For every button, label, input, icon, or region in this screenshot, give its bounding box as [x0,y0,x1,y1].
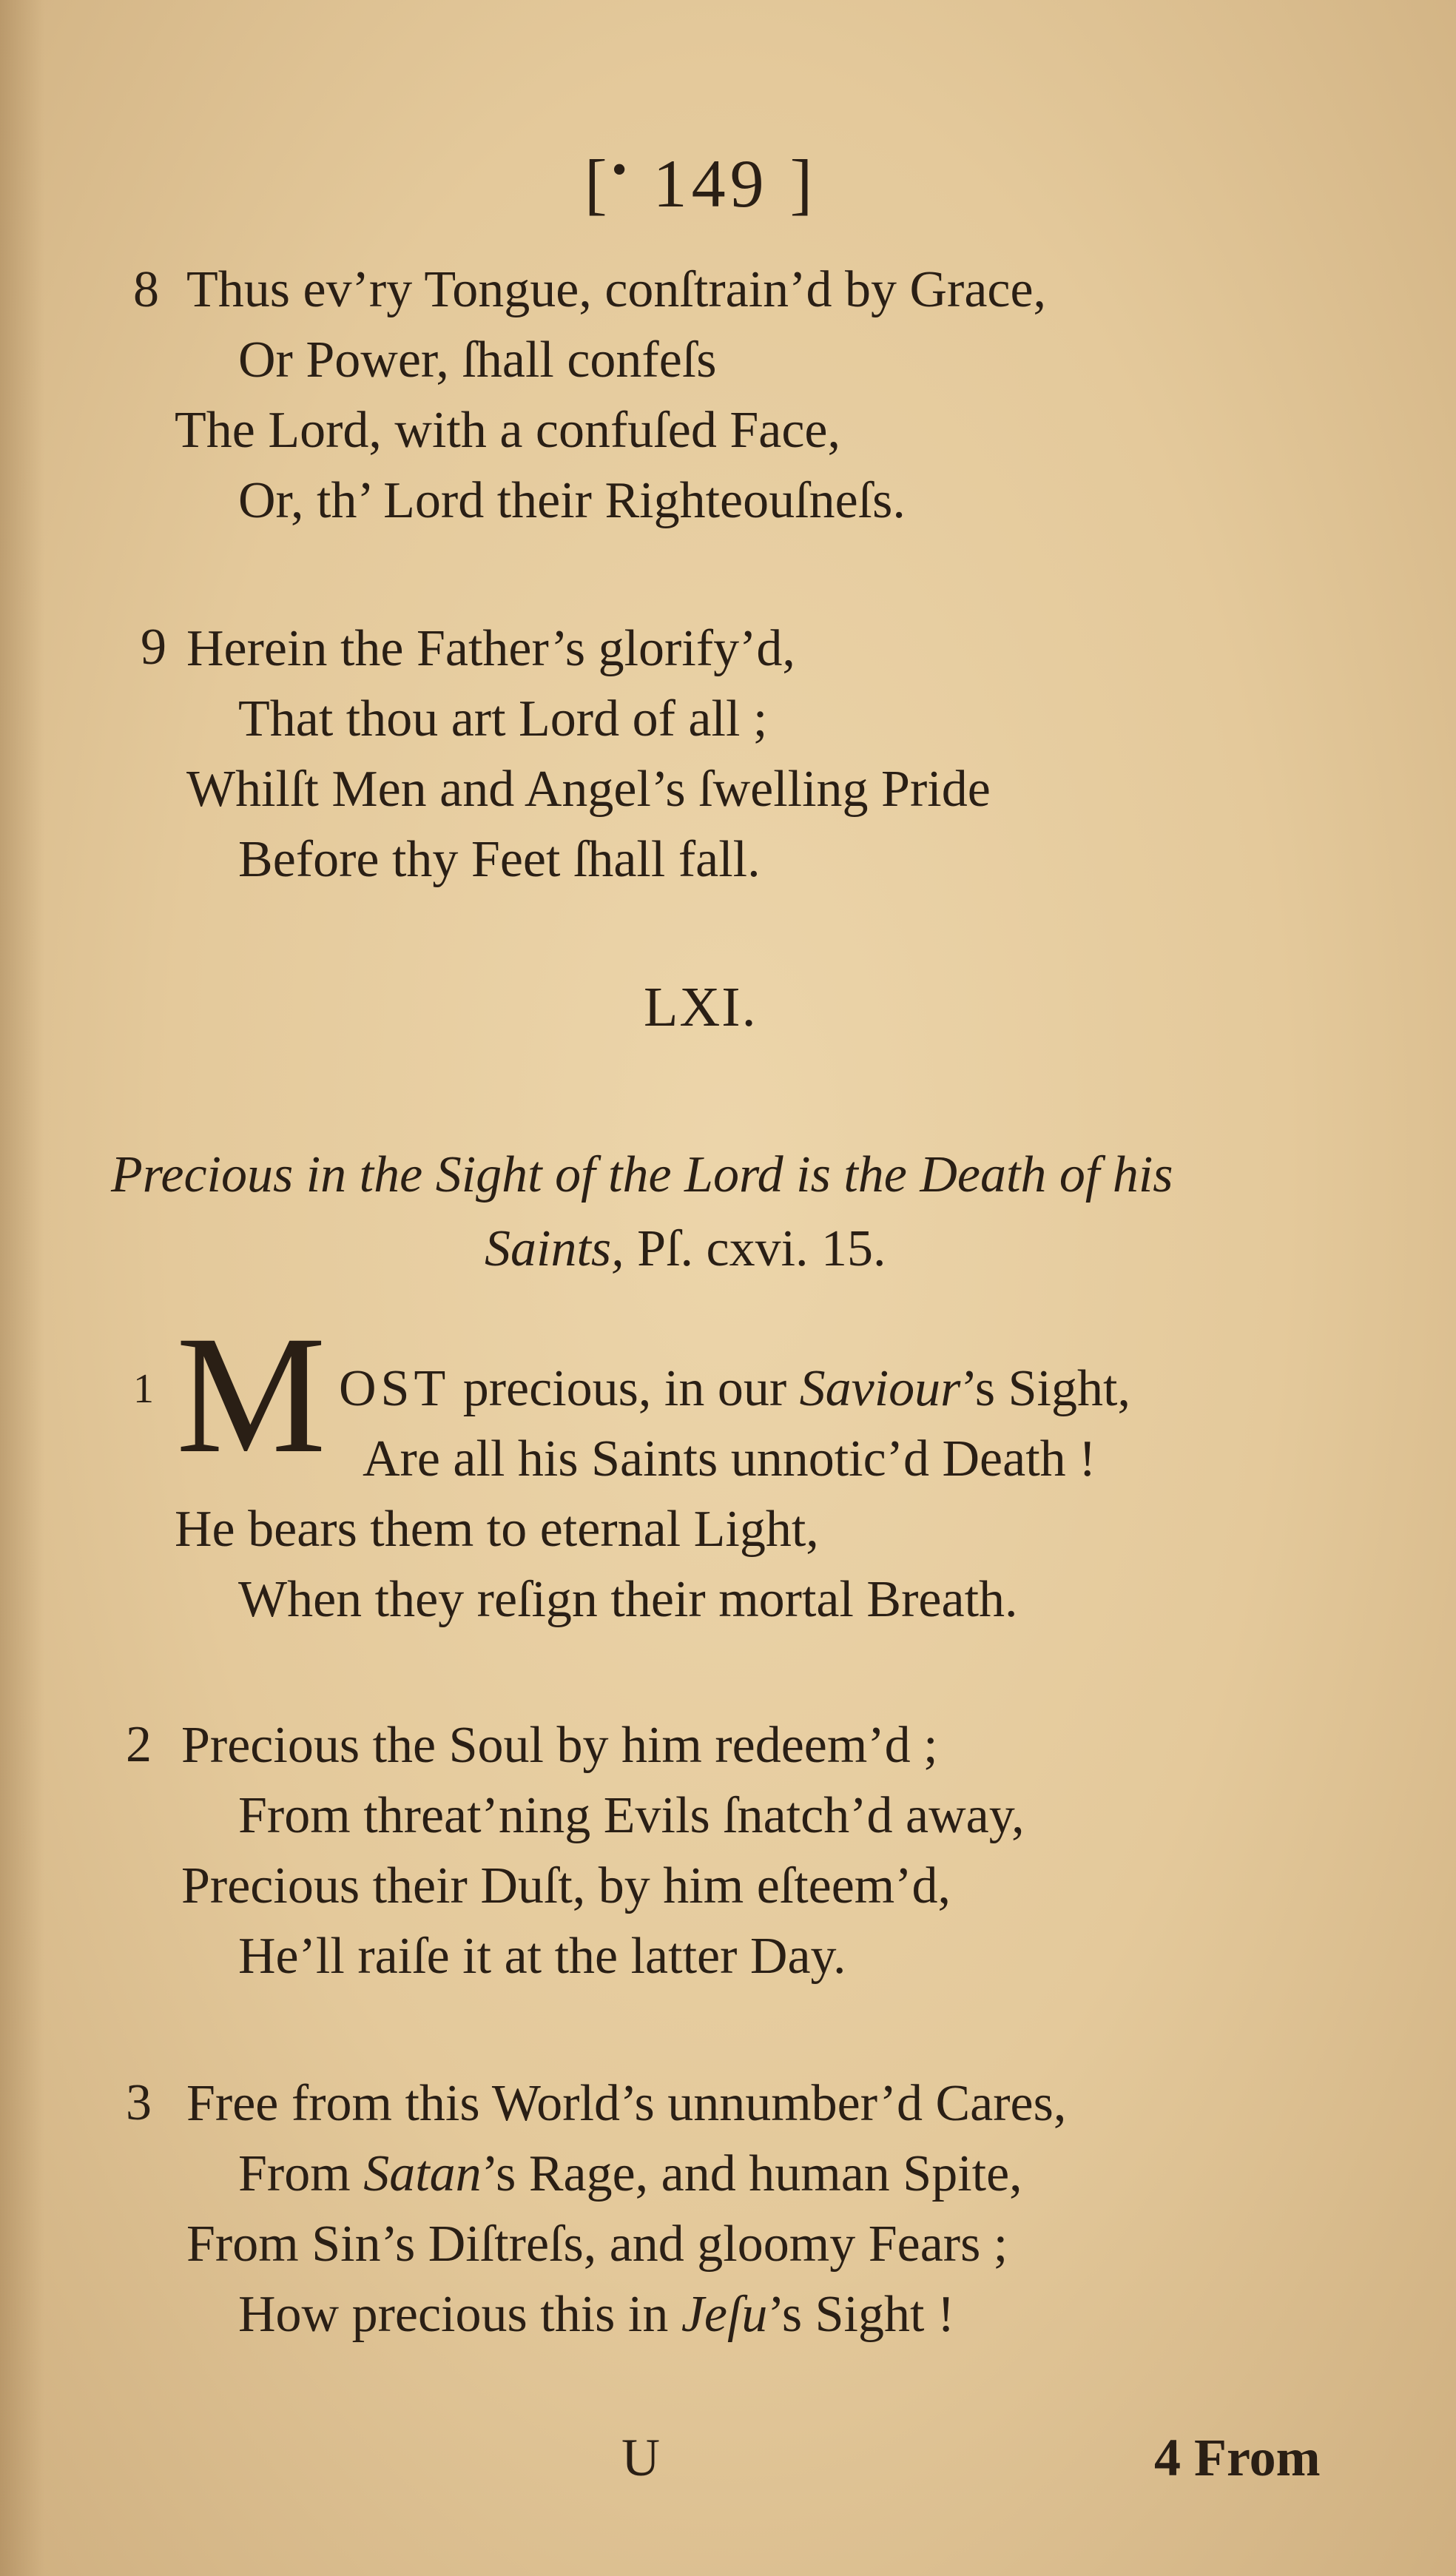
hymn-title-saints: Saints, [485,1220,624,1277]
verse-3-line-2-text-b: ’s Rage, and human Spite, [481,2145,1022,2202]
verse-1-line-1-text-b: ’s Sight, [960,1360,1130,1417]
verse-2-line-2: From threat’ning Evils ſnatch’d away, [238,1787,1025,1844]
verse-8-line-1: Thus ev’ry Tongue, conſtrain’d by Grace, [186,261,1047,318]
hymn-number: LXI. [644,976,758,1038]
verse-1-number: 1 [133,1366,154,1412]
header-close-bracket: ] [789,146,818,221]
verse-2-line-3: Precious their Duſt, by him eſteem’d, [181,1857,951,1914]
page-number: 149 [653,146,769,221]
verse-1-line-3: He bears them to eternal Light, [175,1501,819,1558]
verse-3-line-2 [238,2139,1022,2209]
verse-2-number: 2 [126,1716,152,1773]
verse-1-line-1-text-a: precious, in our [450,1360,800,1417]
verse-3-line-3: From Sin’s Diſtreſs, and gloomy Fears ; [186,2216,1008,2273]
verse-8-line-3: The Lord, with a confuſed Face, [175,402,840,459]
verse-3-line-4-text-a: How precious this in [238,2286,681,2343]
verse-8-number: 8 [133,261,159,318]
verse-8-line-4: Or, th’ Lord their Righteouſneſs. [238,472,906,529]
verse-1-line-4: When they reſign their mortal Breath. [238,1571,1018,1628]
header-open-bracket: [ [584,146,612,221]
verse-9-line-2: That thou art Lord of all ; [238,690,768,747]
hymn-title-line-1: Precious in the Sight of the Lord is the Death of his [111,1146,1173,1203]
verse-3-line-2-text-a: From [238,2145,364,2202]
verse-1-line-2: Are all his Saints unnotic’d Death ! [363,1430,1096,1487]
verse-2-line-4: He’ll raiſe it at the latter Day. [238,1928,846,1985]
header-dot: • [611,145,632,194]
verse-1-dropcap: M [176,1302,326,1488]
verse-9-line-3: Whilſt Men and Angel’s ſwelling Pride [186,761,991,818]
page-header [584,144,817,223]
hymn-title-line-2 [485,1220,886,1279]
verse-1-line-1 [339,1354,1130,1424]
hymn-title-reference: Pſ. cxvi. 15. [637,1220,886,1277]
catchword: 4 From [1154,2428,1321,2487]
verse-9-line-4: Before thy Feet ſhall fall. [238,831,761,888]
verse-9-number: 9 [141,619,166,676]
verse-3-line-1: Free from this World’s unnumber’d Cares, [186,2075,1067,2132]
verse-3-line-4-text-b: ’s Sight ! [767,2286,955,2343]
verse-3-number: 3 [126,2074,152,2131]
verse-3-jesu: Jeſu [681,2286,768,2343]
verse-2-line-1: Precious the Soul by him redeem’d ; [181,1717,938,1774]
verse-9-line-1: Herein the Father’s glorify’d, [186,620,795,677]
signature-mark: U [621,2428,660,2487]
verse-3-line-4 [238,2280,954,2350]
verse-1-first-word-caps: OST [339,1360,451,1417]
verse-1-saviour: Saviour [799,1360,961,1417]
verse-3-satan: Satan [363,2145,482,2202]
verse-8-line-2: Or Power, ſhall confeſs [238,332,717,389]
